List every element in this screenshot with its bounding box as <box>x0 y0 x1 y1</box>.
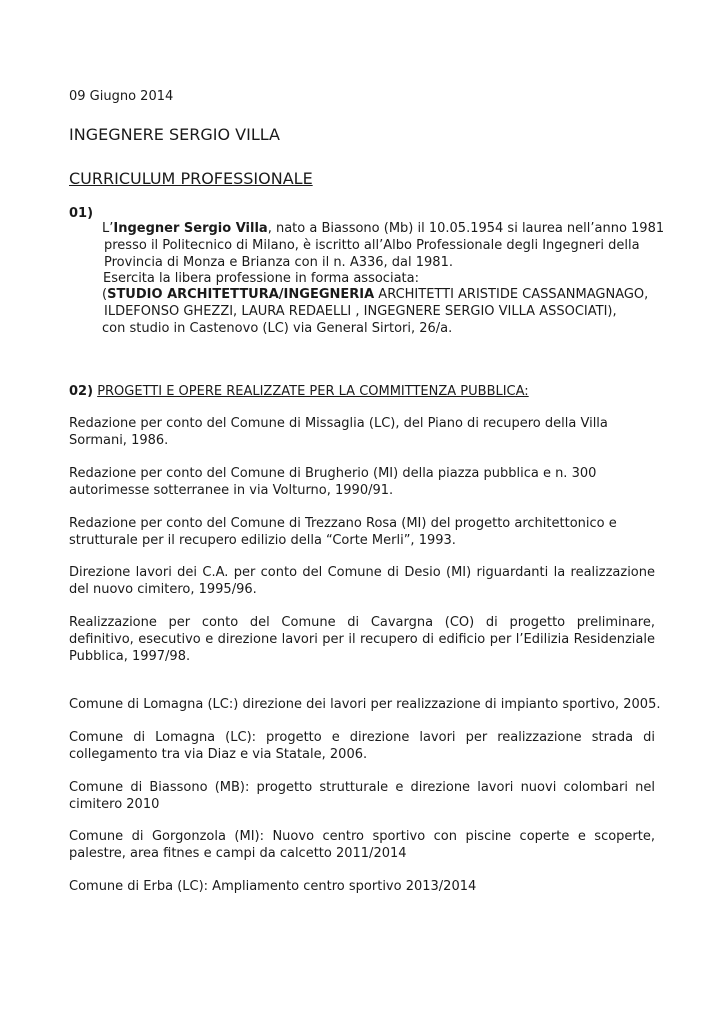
project-line: Redazione per conto del Comune di Trezzano Rosa (MI) del progetto architettonico e <box>69 516 617 531</box>
project-line: strutturale per il recupero edilizio della “Corte Merli”, 1993. <box>69 533 456 548</box>
project-line: Realizzazione per conto del Comune di Cavargna (CO) di progetto preliminare, <box>69 615 655 630</box>
section1-line-4: Esercita la libera professione in forma associata: <box>103 271 419 286</box>
project-line: Pubblica, 1997/98. <box>69 649 191 664</box>
engineer-name-bold: Ingegner Sergio Villa <box>113 221 268 236</box>
project-line: Comune di Gorgonzola (MI): Nuovo centro sportivo con piscine coperte e scoperte, <box>69 829 655 844</box>
section2-heading-text: PROGETTI E OPERE REALIZZATE PER LA COMMITTENZA PUBBLICA: <box>97 384 529 399</box>
project-line: Sormani, 1986. <box>69 433 169 448</box>
section1-line-2: presso il Politecnico di Milano, è iscritto all’Albo Professionale degli Ingegneri della <box>104 238 640 253</box>
section1-line-7: con studio in Castenovo (LC) via General Sirtori, 26/a. <box>102 321 453 336</box>
section1-line-3: Provincia di Monza e Brianza con il n. A336, dal 1981. <box>104 255 453 270</box>
studio-name-bold: STUDIO ARCHITETTURA/INGEGNERIA <box>107 287 375 302</box>
section1-line-5: (STUDIO ARCHITETTURA/INGEGNERIA ARCHITETTI ARISTIDE CASSANMAGNAGO, <box>102 287 649 302</box>
section-number-02: 02) <box>69 384 94 399</box>
section-number-01: 01) <box>69 206 94 221</box>
project-line: Comune di Biassono (MB): progetto strutturale e direzione lavori nuovi colombari nel <box>69 780 655 795</box>
project-line: cimitero 2010 <box>69 797 160 812</box>
engineer-name: INGEGNERE SERGIO VILLA <box>69 125 280 144</box>
section2-heading <box>69 383 529 400</box>
project-line: collegamento tra via Diaz e via Statale, 2006. <box>69 747 368 762</box>
section1-line-1: L’Ingegner Sergio Villa, nato a Biassono (Mb) il 10.05.1954 si laurea nell’anno 1981 <box>102 221 665 236</box>
project-line: Direzione lavori dei C.A. per conto del Comune di Desio (MI) riguardanti la realizzazione <box>69 565 655 580</box>
project-line: Redazione per conto del Comune di Missaglia (LC), del Piano di recupero della Villa <box>69 416 608 431</box>
project-line: autorimesse sotterranee in via Volturno, 1990/91. <box>69 483 394 498</box>
project-line: Comune di Lomagna (LC:) direzione dei lavori per realizzazione di impianto sportivo, 2005. <box>69 697 661 712</box>
project-line: Comune di Lomagna (LC): progetto e direzione lavori per realizzazione strada di <box>69 730 655 745</box>
project-line: definitivo, esecutivo e direzione lavori per il recupero di edificio per l’Edilizia Residenziale <box>69 632 655 647</box>
project-line: Redazione per conto del Comune di Brugherio (MI) della piazza pubblica e n. 300 <box>69 466 597 481</box>
document-title: CURRICULUM PROFESSIONALE <box>69 169 313 188</box>
project-line: Comune di Erba (LC): Ampliamento centro sportivo 2013/2014 <box>69 879 477 894</box>
project-line: palestre, area fitnes e campi da calcetto 2011/2014 <box>69 846 407 861</box>
project-line: del nuovo cimitero, 1995/96. <box>69 582 257 597</box>
section1-line-6: ILDEFONSO GHEZZI, LAURA REDAELLI , INGEGNERE SERGIO VILLA ASSOCIATI), <box>104 304 617 319</box>
document-date: 09 Giugno 2014 <box>69 89 174 104</box>
